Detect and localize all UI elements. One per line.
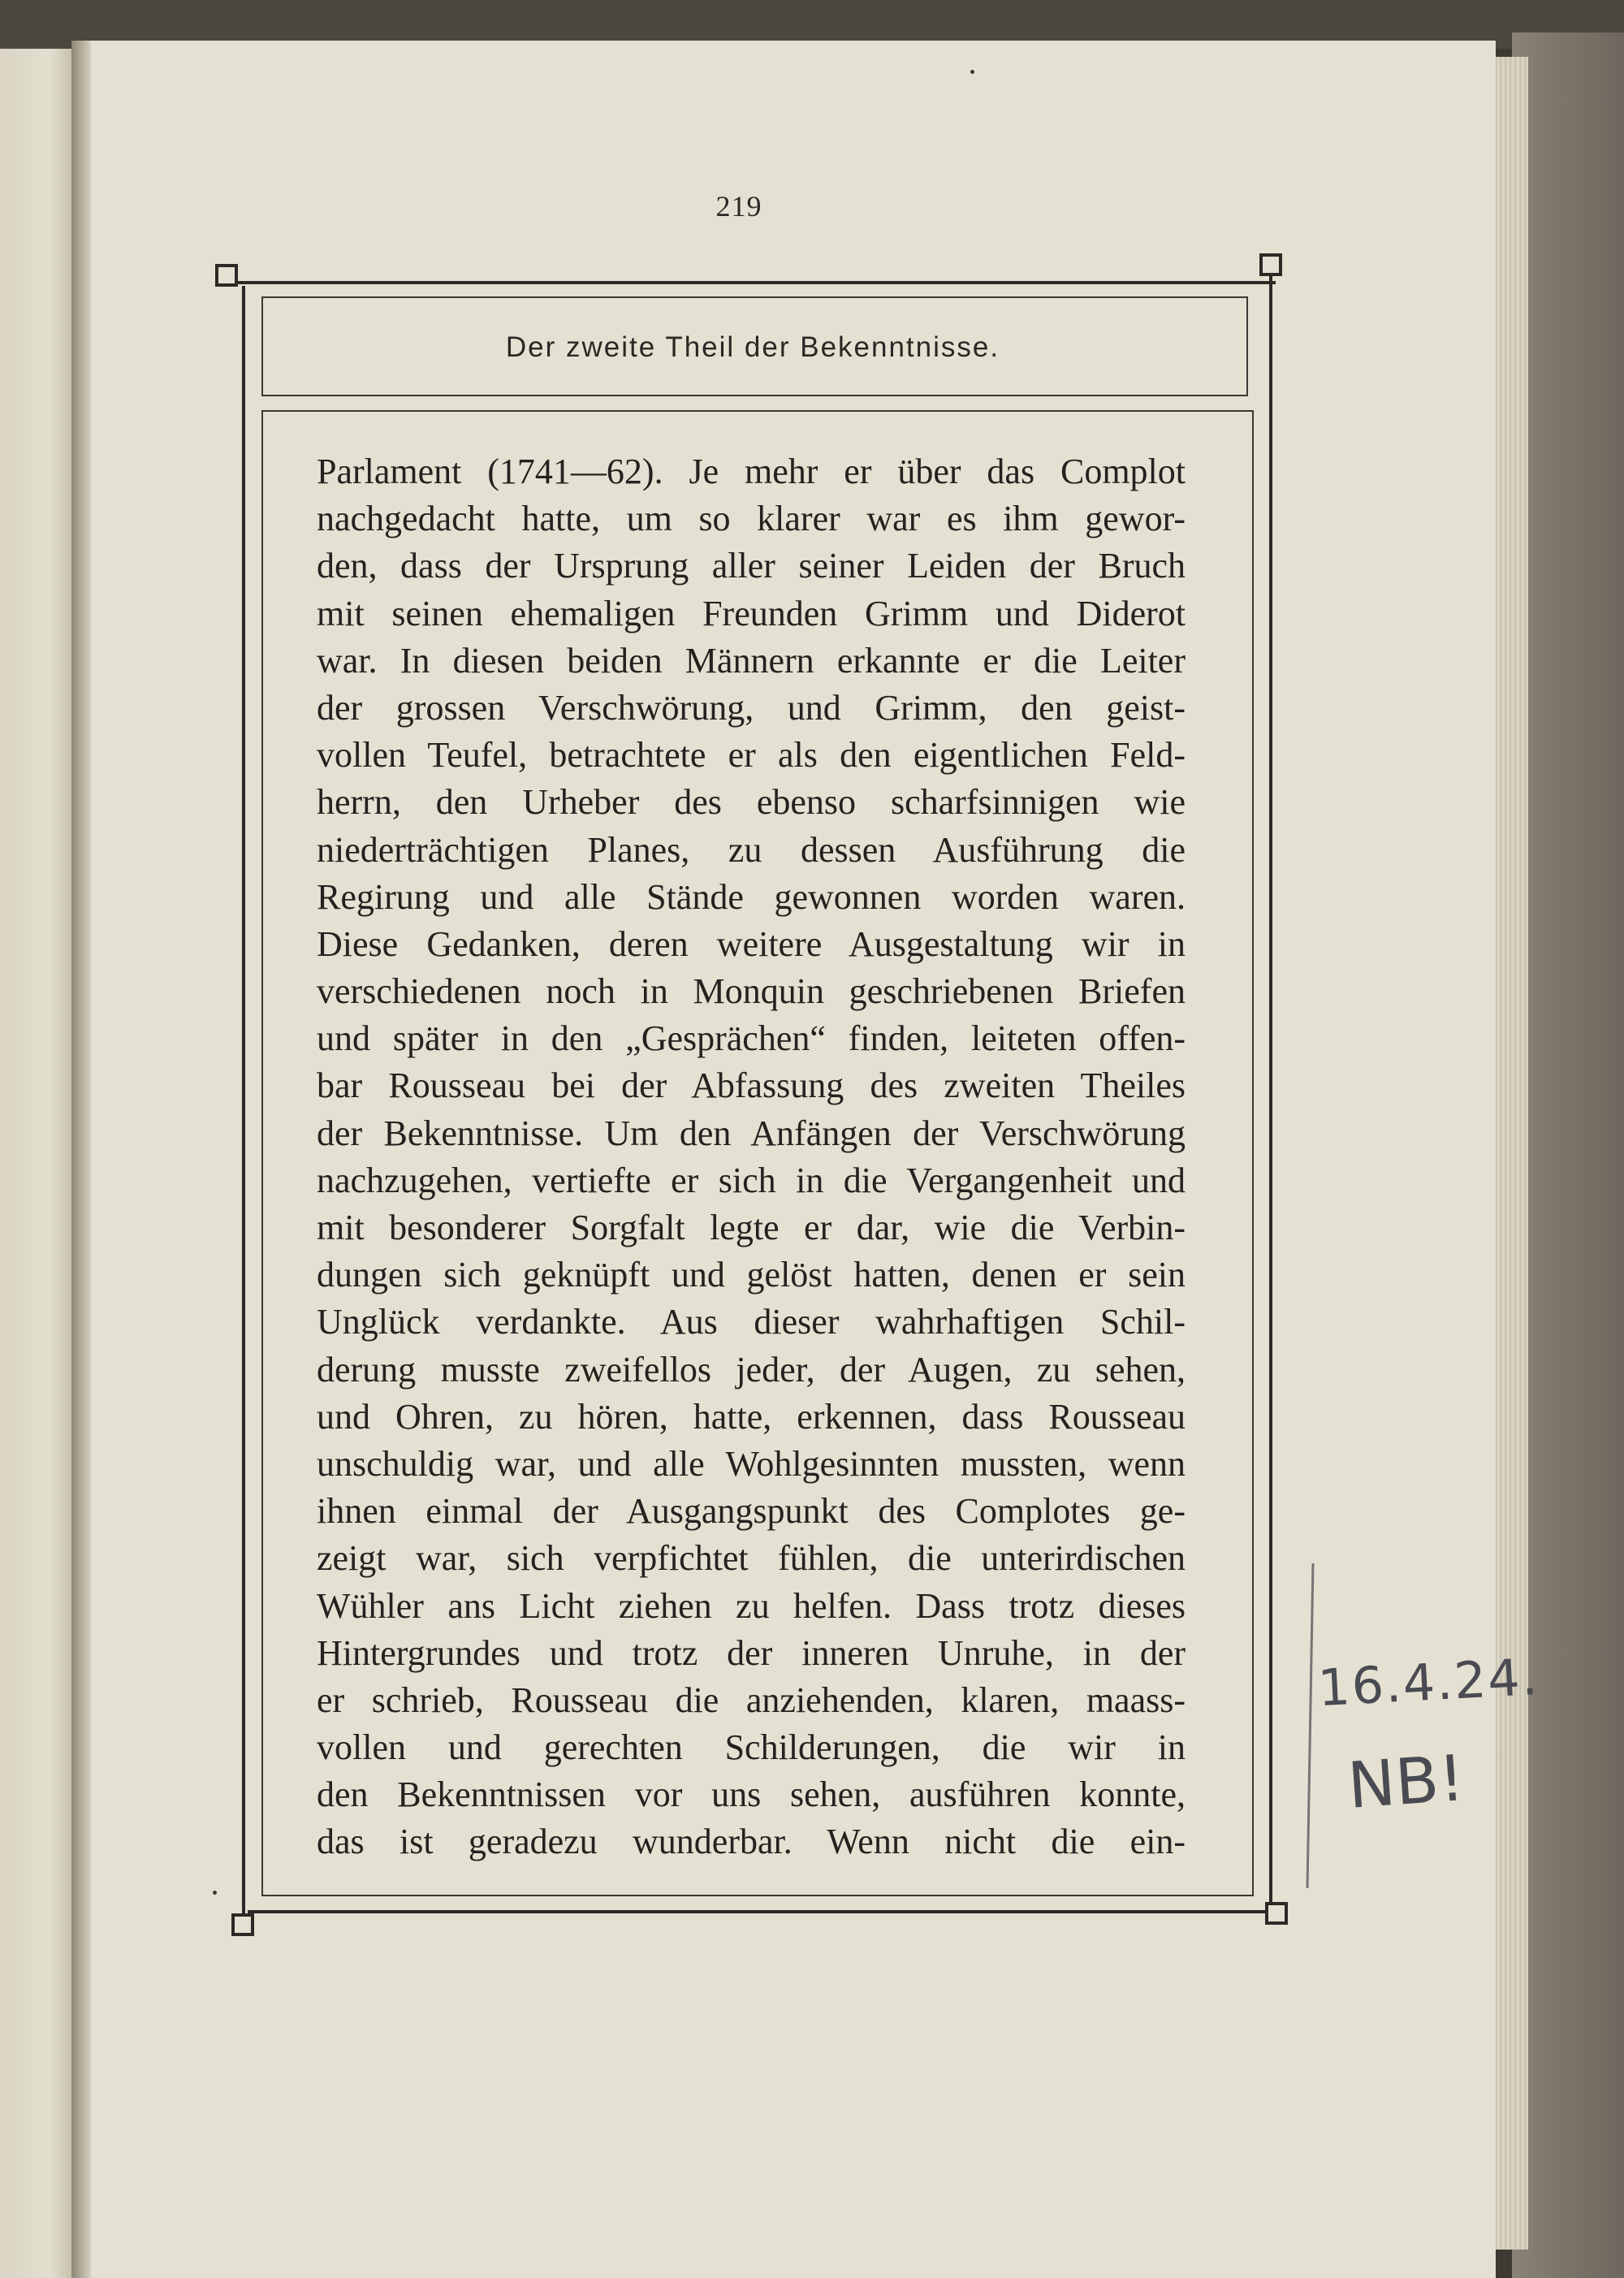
text-line: zeigt war, sich verpfichtet fühlen, die unterirdischen: [317, 1538, 1186, 1579]
text-line: derung musste zweifellos jeder, der Augen, zu sehen,: [317, 1349, 1186, 1390]
text-line: bar Rousseau bei der Abfassung des zweiten Theiles: [317, 1066, 1186, 1106]
frame-top-line: [231, 281, 1276, 284]
text-line: herrn, den Urheber des ebenso scharfsinnigen wie: [317, 782, 1186, 823]
text-line: und Ohren, zu hören, hatte, erkennen, dass Rousseau: [317, 1396, 1186, 1437]
text-line: das ist geradezu wunderbar. Wenn nicht die ein-: [317, 1822, 1186, 1862]
text-line: mit seinen ehemaligen Freunden Grimm und Diderot: [317, 593, 1186, 633]
text-line: Parlament (1741—62). Je mehr er über das Complot: [317, 452, 1186, 491]
corner-box-top-left: [215, 264, 238, 287]
text-line: nachgedacht hatte, um so klarer war es ihm gewor-: [317, 499, 1186, 539]
paper-speck: [213, 1891, 217, 1895]
text-line: den Bekenntnissen vor uns sehen, ausführen konnte,: [317, 1774, 1186, 1815]
running-head: Der zweite Theil der Bekenntnisse.: [505, 331, 1000, 363]
frame-left-line: [242, 286, 245, 1930]
text-line: mit besonderer Sorgfalt legte er dar, wie die Verbin-: [317, 1208, 1186, 1247]
text-line: ihnen einmal der Ausgangspunkt des Complotes ge-: [317, 1491, 1186, 1532]
text-line: Regirung und alle Stände gewonnen worden waren.: [317, 876, 1186, 917]
corner-box-top-right: [1259, 253, 1282, 276]
page-number: 219: [715, 190, 762, 223]
book-gutter: [71, 41, 91, 2278]
corner-box-bottom-left: [231, 1913, 254, 1936]
frame-bottom-line: [248, 1910, 1287, 1913]
page-edges: [1492, 57, 1528, 2250]
text-line: war. In diesen beiden Männern erkannte er die Leiter: [317, 640, 1186, 681]
text-line: und später in den „Gesprächen“ finden, leiteten offen-: [317, 1018, 1186, 1059]
handwritten-nb-mark: NB!: [1345, 1742, 1467, 1823]
paper-speck: [970, 70, 974, 74]
text-line: Unglück verdankte. Aus dieser wahrhaftigen Schil-: [317, 1302, 1186, 1342]
text-line: vollen Teufel, betrachtete er als den eigentlichen Feld-: [317, 735, 1186, 776]
text-line: dungen sich geknüpft und gelöst hatten, denen er sein: [317, 1255, 1186, 1295]
text-line: er schrieb, Rousseau die anziehenden, klaren, maass-: [317, 1679, 1186, 1720]
text-line: Hintergrundes und trotz der inneren Unruhe, in der: [317, 1632, 1186, 1673]
handwritten-date: 16.4.24.: [1316, 1646, 1541, 1718]
text-line: den, dass der Ursprung aller seiner Leiden der Bruch: [317, 546, 1186, 586]
text-line: verschiedenen noch in Monquin geschriebenen Briefen: [317, 971, 1186, 1012]
frame-right-line: [1269, 268, 1272, 1925]
book-cover-right: [1512, 32, 1624, 2278]
text-line: niederträchtigen Planes, zu dessen Ausführung die: [317, 829, 1186, 870]
left-page-edge: [0, 49, 71, 2278]
text-line: Wühler ans Licht ziehen zu helfen. Dass trotz dieses: [317, 1585, 1186, 1626]
body-text: [317, 448, 1186, 1866]
corner-box-bottom-right: [1265, 1902, 1288, 1925]
text-line: der Bekenntnisse. Um den Anfängen der Verschwörung: [317, 1113, 1186, 1153]
text-line: Diese Gedanken, deren weitere Ausgestaltung wir in: [317, 923, 1186, 964]
text-line: vollen und gerechten Schilderungen, die wir in: [317, 1727, 1186, 1768]
text-line: nachzugehen, vertiefte er sich in die Vergangenheit und: [317, 1160, 1186, 1200]
text-line: unschuldig war, und alle Wohlgesinnten mussten, wenn: [317, 1443, 1186, 1484]
text-line: der grossen Verschwörung, und Grimm, den geist-: [317, 687, 1186, 728]
